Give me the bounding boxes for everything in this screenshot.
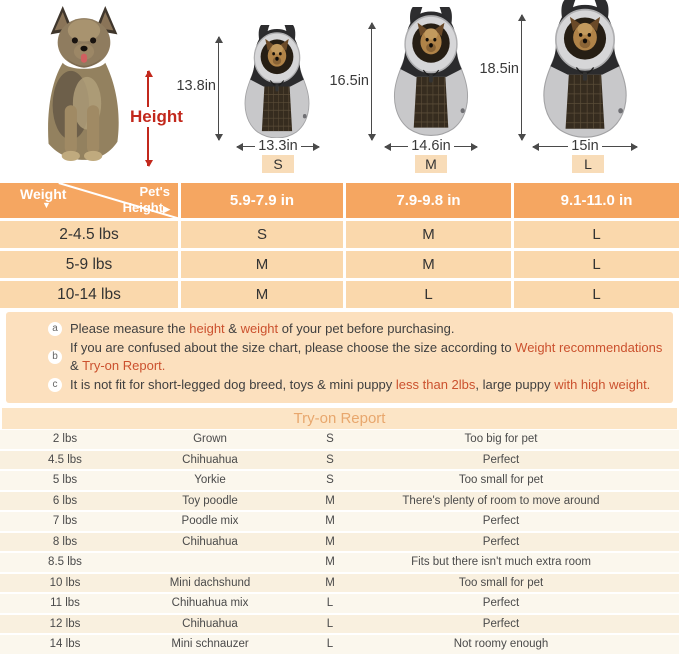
tryon-comment-cell: Perfect bbox=[482, 453, 520, 466]
tryon-weight-cell: 14 lbs bbox=[49, 638, 81, 651]
size-matrix-corner-cell bbox=[0, 183, 178, 218]
size-matrix-size-cell: L bbox=[346, 281, 511, 308]
tryon-row bbox=[0, 512, 679, 533]
note-text: Please measure the height & weight of your pet before purchasing. bbox=[70, 321, 455, 336]
tryon-weight-cell: 12 lbs bbox=[49, 617, 81, 630]
note-key-badge: c bbox=[48, 378, 62, 392]
tryon-weight-cell: 6 lbs bbox=[52, 494, 78, 507]
size-matrix-size-cell: L bbox=[514, 251, 679, 278]
tryon-size-cell: M bbox=[325, 515, 335, 528]
tryon-breed-cell: Chihuahua mix bbox=[171, 597, 249, 610]
size-matrix-table bbox=[0, 183, 679, 308]
tryon-row bbox=[0, 574, 679, 595]
pack-m-width-label: 14.6in bbox=[385, 138, 477, 154]
tryon-size-cell: M bbox=[325, 535, 335, 548]
tryon-comment-cell: Too small for pet bbox=[458, 576, 544, 589]
tryon-weight-cell: 8 lbs bbox=[52, 535, 78, 548]
tryon-row bbox=[0, 553, 679, 574]
pack-s-height-label: 13.8in bbox=[176, 78, 216, 94]
tryon-breed-cell: Yorkie bbox=[194, 474, 226, 487]
pack-m-badge: M bbox=[415, 155, 447, 173]
pack-l-height-arrow bbox=[521, 15, 522, 140]
backpack-m-image bbox=[383, 7, 479, 140]
size-matrix-size-cell: M bbox=[346, 251, 511, 278]
tryon-report-title: Try-on Report bbox=[293, 410, 386, 427]
tryon-breed-cell: Toy poodle bbox=[182, 494, 238, 507]
tryon-breed-cell: Poodle mix bbox=[181, 515, 239, 528]
note-key-badge: b bbox=[48, 350, 62, 364]
size-matrix-size-cell: M bbox=[346, 221, 511, 248]
notes-panel bbox=[6, 312, 673, 403]
size-matrix-size-cell: S bbox=[181, 221, 343, 248]
pack-l-height-label: 18.5in bbox=[479, 61, 519, 77]
pack-m-height-arrow bbox=[371, 23, 372, 140]
size-matrix-weight-cell: 2-4.5 lbs bbox=[0, 221, 178, 248]
size-matrix-size-cell: L bbox=[514, 281, 679, 308]
size-matrix-column-header: 7.9-9.8 in bbox=[346, 183, 511, 218]
tryon-weight-cell: 5 lbs bbox=[52, 474, 78, 487]
tryon-row bbox=[0, 533, 679, 554]
tryon-weight-cell: 8.5 lbs bbox=[48, 556, 82, 569]
note-key-badge: a bbox=[48, 322, 62, 336]
tryon-size-cell: M bbox=[325, 556, 335, 569]
tryon-weight-cell: 4.5 lbs bbox=[48, 453, 82, 466]
tryon-row bbox=[0, 615, 679, 636]
tryon-comment-cell: Perfect bbox=[482, 617, 520, 630]
size-matrix-column-header: 9.1-11.0 in bbox=[514, 183, 679, 218]
pack-s-width-label: 13.3in bbox=[237, 138, 319, 154]
tryon-comment-cell: Fits but there isn't much extra room bbox=[411, 556, 591, 569]
tryon-report-table bbox=[0, 430, 679, 656]
tryon-row bbox=[0, 635, 679, 656]
note-row bbox=[48, 376, 663, 394]
tryon-size-cell: L bbox=[326, 638, 334, 651]
size-matrix-weight-cell: 10-14 lbs bbox=[0, 281, 178, 308]
tryon-breed-cell: Chihuahua bbox=[182, 535, 238, 548]
pack-l-width-label: 15in bbox=[533, 138, 637, 154]
yorkie-dog-photo bbox=[28, 4, 140, 166]
pack-l-badge: L bbox=[572, 155, 604, 173]
pack-s-badge: S bbox=[262, 155, 294, 173]
tryon-breed-cell: Grown bbox=[193, 433, 227, 446]
size-matrix-size-cell: M bbox=[181, 281, 343, 308]
tryon-report-header bbox=[2, 408, 677, 429]
tryon-weight-cell: 11 lbs bbox=[50, 597, 80, 610]
size-matrix-size-cell: M bbox=[181, 251, 343, 278]
dog-height-label: Height bbox=[130, 107, 183, 126]
tryon-size-cell: M bbox=[325, 494, 335, 507]
tryon-comment-cell: There's plenty of room to move around bbox=[402, 494, 600, 507]
tryon-size-cell: L bbox=[326, 597, 334, 610]
tryon-row bbox=[0, 451, 679, 472]
pack-s-height-arrow bbox=[218, 37, 219, 140]
pets-height-axis-label: Pet's Height▶ bbox=[122, 184, 170, 215]
tryon-comment-cell: Too big for pet bbox=[464, 433, 538, 446]
tryon-breed-cell: Chihuahua bbox=[182, 453, 238, 466]
triangle-down-icon: ▼ bbox=[42, 200, 51, 210]
triangle-right-icon: ▶ bbox=[163, 204, 170, 214]
tryon-breed-cell: Mini dachshund bbox=[169, 576, 251, 589]
tryon-weight-cell: 2 lbs bbox=[52, 433, 78, 446]
size-illustration-section bbox=[0, 0, 679, 181]
weight-axis-label: Weight bbox=[20, 186, 67, 202]
tryon-row bbox=[0, 492, 679, 513]
backpack-l-image bbox=[531, 0, 639, 142]
tryon-comment-cell: Perfect bbox=[482, 597, 520, 610]
tryon-size-cell: L bbox=[326, 617, 334, 630]
tryon-size-cell: S bbox=[326, 474, 334, 487]
pack-m-height-label: 16.5in bbox=[329, 73, 369, 89]
tryon-comment-cell: Perfect bbox=[482, 535, 520, 548]
note-row bbox=[48, 339, 663, 375]
size-matrix-column-header: 5.9-7.9 in bbox=[181, 183, 343, 218]
tryon-comment-cell: Too small for pet bbox=[458, 474, 544, 487]
tryon-size-cell: M bbox=[325, 576, 335, 589]
tryon-size-cell: S bbox=[326, 453, 334, 466]
tryon-breed-cell: Chihuahua bbox=[182, 617, 238, 630]
tryon-comment-cell: Perfect bbox=[482, 515, 520, 528]
tryon-row bbox=[0, 430, 679, 451]
tryon-breed-cell: Mini schnauzer bbox=[171, 638, 249, 651]
note-text: It is not fit for short-legged dog breed, toys & mini puppy less than 2lbs, large puppy with high weight. bbox=[70, 377, 651, 392]
tryon-weight-cell: 10 lbs bbox=[49, 576, 81, 589]
size-matrix-weight-cell: 5-9 lbs bbox=[0, 251, 178, 278]
tryon-comment-cell: Not roomy enough bbox=[453, 638, 549, 651]
backpack-s-image bbox=[235, 25, 319, 142]
tryon-row bbox=[0, 594, 679, 615]
tryon-weight-cell: 7 lbs bbox=[52, 515, 78, 528]
note-row bbox=[48, 320, 663, 338]
tryon-row bbox=[0, 471, 679, 492]
size-matrix-size-cell: L bbox=[514, 221, 679, 248]
note-text: If you are confused about the size chart, please choose the size according to Weight recommendations & Try-on Report. bbox=[70, 340, 663, 373]
tryon-size-cell: S bbox=[326, 433, 334, 446]
